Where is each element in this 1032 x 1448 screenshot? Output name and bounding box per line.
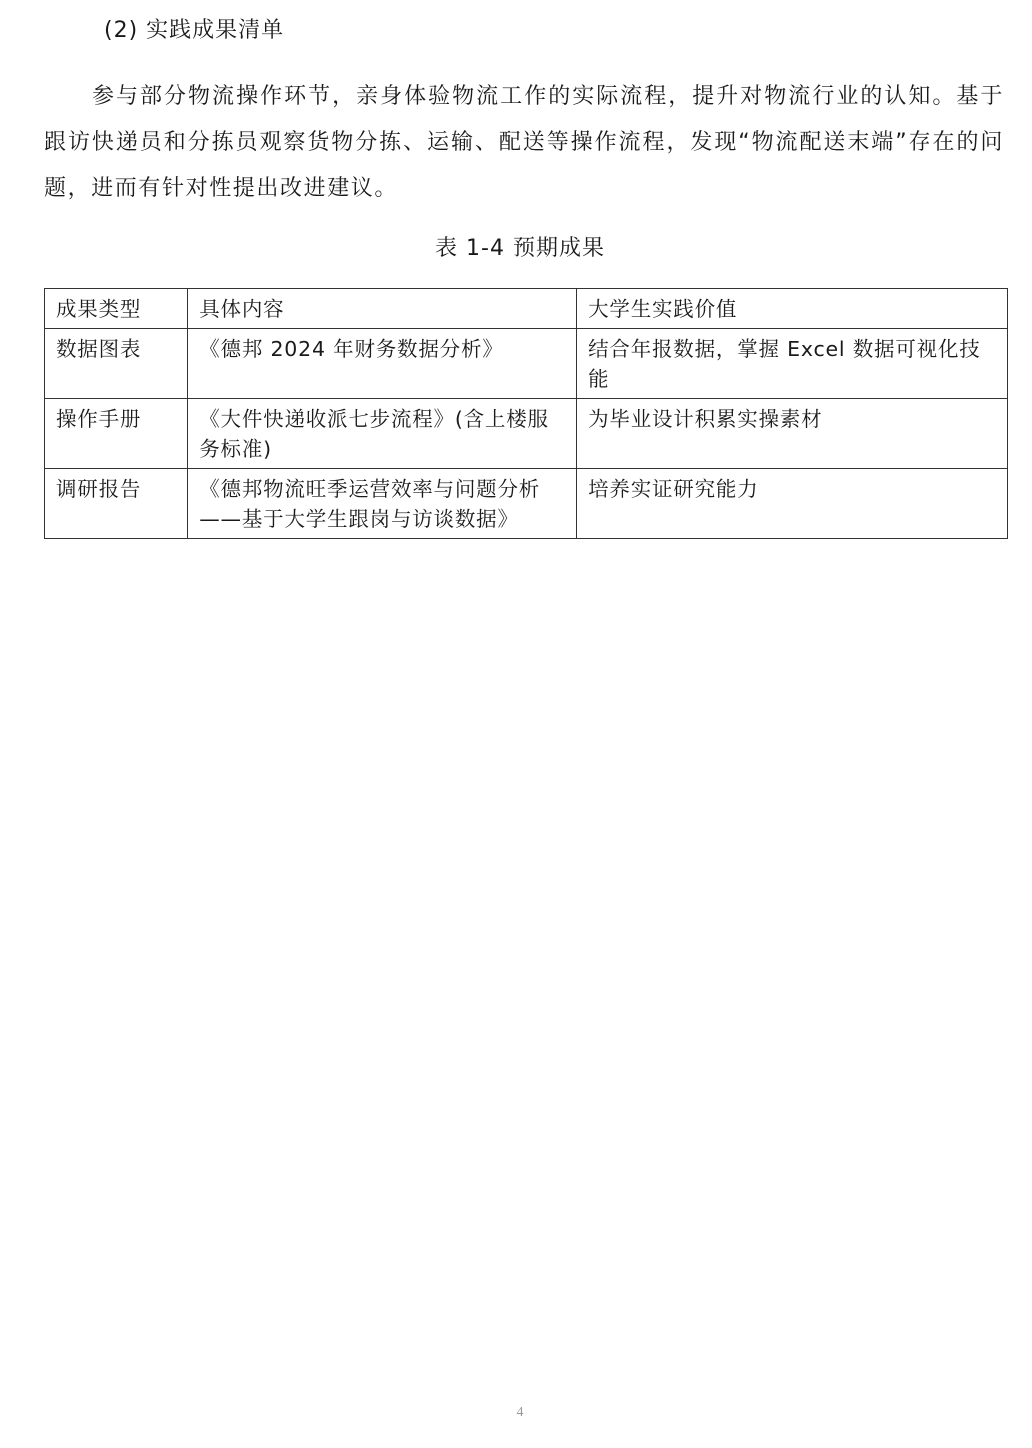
table-row (45, 469, 1008, 539)
header-content: 具体内容 (188, 289, 577, 329)
page-number: 4 (516, 1405, 524, 1420)
cell-content: 《大件快递收派七步流程》(含上楼服务标准) (188, 399, 577, 469)
cell-content: 《德邦物流旺季运营效率与问题分析——基于大学生跟岗与访谈数据》 (188, 469, 577, 539)
cell-type: 数据图表 (45, 329, 188, 399)
results-table (44, 288, 1008, 539)
table-row (45, 329, 1008, 399)
cell-value: 结合年报数据，掌握 Excel 数据可视化技能 (577, 329, 1008, 399)
cell-type: 操作手册 (45, 399, 188, 469)
cell-value: 培养实证研究能力 (577, 469, 1008, 539)
header-type: 成果类型 (45, 289, 188, 329)
table-caption: 表 1-4 预期成果 (435, 236, 605, 261)
table-header-row (45, 289, 1008, 329)
cell-content: 《德邦 2024 年财务数据分析》 (188, 329, 577, 399)
cell-type: 调研报告 (45, 469, 188, 539)
body-paragraph: 参与部分物流操作环节，亲身体验物流工作的实际流程，提升对物流行业的认知。基于跟访快递员和分拣员观察货物分拣、运输、配送等操作流程，发现“物流配送末端”存在的问题，进而有针对性提出改进建议。 (44, 84, 1004, 201)
table-row (45, 399, 1008, 469)
section-heading: (2) 实践成果清单 (104, 18, 285, 43)
cell-value: 为毕业设计积累实操素材 (577, 399, 1008, 469)
header-value: 大学生实践价值 (577, 289, 1008, 329)
